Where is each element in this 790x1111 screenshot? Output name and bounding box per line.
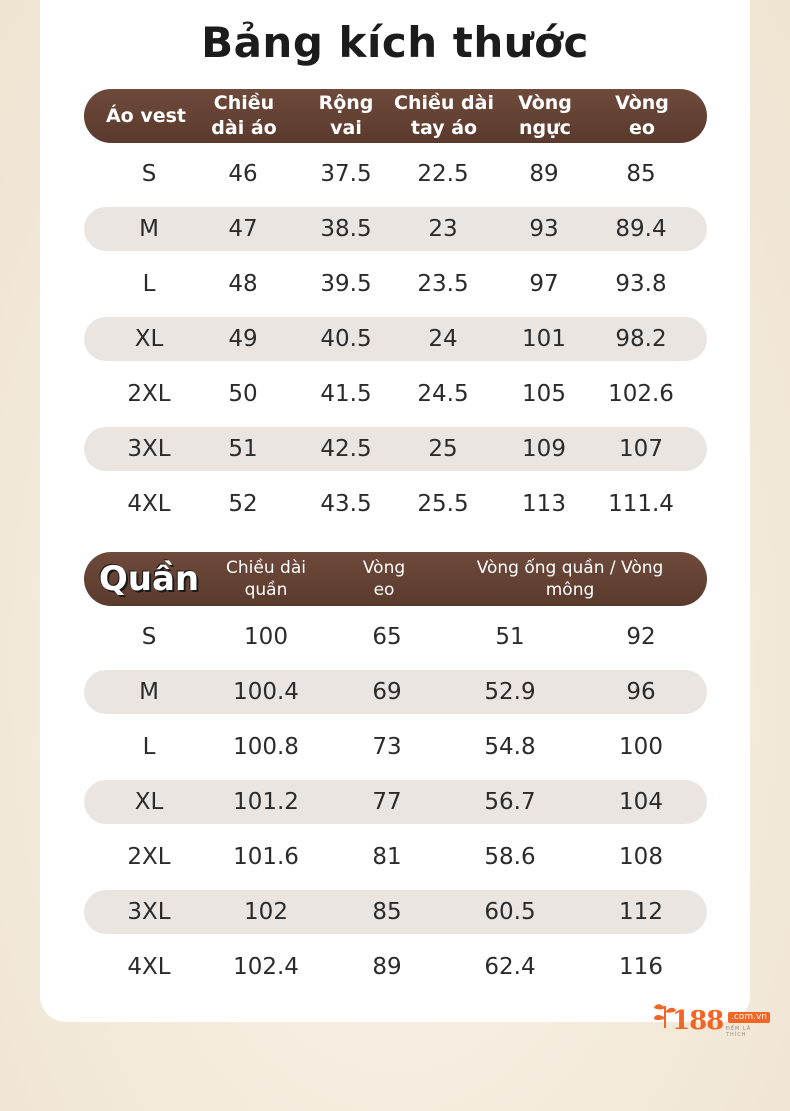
logo-domain: .com.vn — [728, 1012, 770, 1023]
vest-header-waist: Vòng eo — [615, 92, 669, 139]
measurement-cell: 23.5 — [417, 271, 469, 297]
brand-logo — [652, 1000, 772, 1044]
measurement-cell: 56.7 — [484, 789, 536, 815]
measurement-cell: 101.2 — [233, 789, 299, 815]
measurement-cell: 24.5 — [417, 381, 469, 407]
table-row — [84, 725, 707, 769]
measurement-cell: 49 — [228, 326, 258, 352]
vest-header-length: Chiều dài áo — [211, 92, 277, 139]
table-row — [84, 945, 707, 989]
measurement-cell: 24 — [428, 326, 458, 352]
size-label-cell: L — [142, 271, 156, 297]
measurement-cell: 102.6 — [608, 381, 674, 407]
measurement-cell: 23 — [428, 216, 458, 242]
measurement-cell: 48 — [228, 271, 258, 297]
measurement-cell: 105 — [522, 381, 566, 407]
vest-header-sleeve: Chiều dài tay áo — [394, 92, 494, 139]
measurement-cell: 100 — [619, 734, 663, 760]
page-title: Bảng kích thước — [201, 18, 589, 67]
measurement-cell: 69 — [372, 679, 402, 705]
measurement-cell: 100 — [244, 624, 288, 650]
measurement-cell: 101.6 — [233, 844, 299, 870]
measurement-cell: 52.9 — [484, 679, 536, 705]
measurement-cell: 54.8 — [484, 734, 536, 760]
measurement-cell: 47 — [228, 216, 258, 242]
table-row — [84, 482, 707, 526]
vest-header-chest: Vòng ngực — [518, 92, 572, 139]
table-row — [84, 427, 707, 471]
vest-table-header — [84, 89, 707, 143]
measurement-cell: 112 — [619, 899, 663, 925]
measurement-cell: 108 — [619, 844, 663, 870]
table-row — [84, 890, 707, 934]
pants-header-type: Quần — [98, 558, 200, 599]
table-row — [84, 317, 707, 361]
measurement-cell: 97 — [529, 271, 559, 297]
table-row — [84, 152, 707, 196]
measurement-cell: 22.5 — [417, 161, 469, 187]
size-label-cell: S — [141, 161, 157, 187]
measurement-cell: 101 — [522, 326, 566, 352]
size-label-cell: 2XL — [127, 844, 171, 870]
measurement-cell: 73 — [372, 734, 402, 760]
measurement-cell: 41.5 — [320, 381, 372, 407]
measurement-cell: 93 — [529, 216, 559, 242]
measurement-cell: 38.5 — [320, 216, 372, 242]
size-label-cell: 2XL — [127, 381, 171, 407]
measurement-cell: 113 — [522, 491, 566, 517]
measurement-cell: 89.4 — [615, 216, 667, 242]
measurement-cell: 51 — [495, 624, 525, 650]
pants-table-header — [84, 552, 707, 606]
table-row — [84, 670, 707, 714]
measurement-cell: 46 — [228, 161, 258, 187]
measurement-cell: 60.5 — [484, 899, 536, 925]
size-label-cell: 4XL — [127, 491, 171, 517]
size-label-cell: 4XL — [127, 954, 171, 980]
measurement-cell: 58.6 — [484, 844, 536, 870]
measurement-cell: 116 — [619, 954, 663, 980]
table-row — [84, 780, 707, 824]
logo-tagline: ĐẾM LÀ THÍCH — [726, 1026, 752, 1038]
measurement-cell: 102.4 — [233, 954, 299, 980]
table-row — [84, 615, 707, 659]
measurement-cell: 100.4 — [233, 679, 299, 705]
measurement-cell: 96 — [626, 679, 656, 705]
measurement-cell: 81 — [372, 844, 402, 870]
pants-header-hem-hip: Vòng ống quần / Vòng mông — [476, 558, 664, 600]
size-label-cell: S — [141, 624, 157, 650]
measurement-cell: 107 — [619, 436, 663, 462]
measurement-cell: 85 — [372, 899, 402, 925]
measurement-cell: 89 — [529, 161, 559, 187]
size-label-cell: XL — [134, 789, 164, 815]
measurement-cell: 51 — [228, 436, 258, 462]
size-label-cell: XL — [134, 326, 164, 352]
measurement-cell: 85 — [626, 161, 656, 187]
measurement-cell: 102 — [244, 899, 288, 925]
table-row — [84, 262, 707, 306]
measurement-cell: 62.4 — [484, 954, 536, 980]
measurement-cell: 89 — [372, 954, 402, 980]
vest-header-type: Áo vest — [105, 104, 187, 127]
table-row — [84, 207, 707, 251]
measurement-cell: 111.4 — [608, 491, 674, 517]
logo-number: 188 — [672, 1006, 724, 1036]
size-label-cell: 3XL — [127, 436, 171, 462]
measurement-cell: 25 — [428, 436, 458, 462]
measurement-cell: 43.5 — [320, 491, 372, 517]
measurement-cell: 65 — [372, 624, 402, 650]
size-label-cell: 3XL — [127, 899, 171, 925]
measurement-cell: 52 — [228, 491, 258, 517]
measurement-cell: 98.2 — [615, 326, 667, 352]
pants-header-length: Chiều dài quần — [226, 558, 306, 600]
measurement-cell: 77 — [372, 789, 402, 815]
measurement-cell: 25.5 — [417, 491, 469, 517]
size-label-cell: M — [139, 216, 159, 242]
size-label-cell: L — [142, 734, 156, 760]
measurement-cell: 104 — [619, 789, 663, 815]
measurement-cell: 100.8 — [233, 734, 299, 760]
vest-header-shoulder: Rộng vai — [318, 92, 374, 139]
measurement-cell: 39.5 — [320, 271, 372, 297]
table-row — [84, 372, 707, 416]
measurement-cell: 93.8 — [615, 271, 667, 297]
table-row — [84, 835, 707, 879]
measurement-cell: 50 — [228, 381, 258, 407]
measurement-cell: 37.5 — [320, 161, 372, 187]
measurement-cell: 109 — [522, 436, 566, 462]
measurement-cell: 92 — [626, 624, 656, 650]
measurement-cell: 42.5 — [320, 436, 372, 462]
pants-header-waist: Vòng eo — [362, 558, 406, 600]
measurement-cell: 40.5 — [320, 326, 372, 352]
size-label-cell: M — [139, 679, 159, 705]
